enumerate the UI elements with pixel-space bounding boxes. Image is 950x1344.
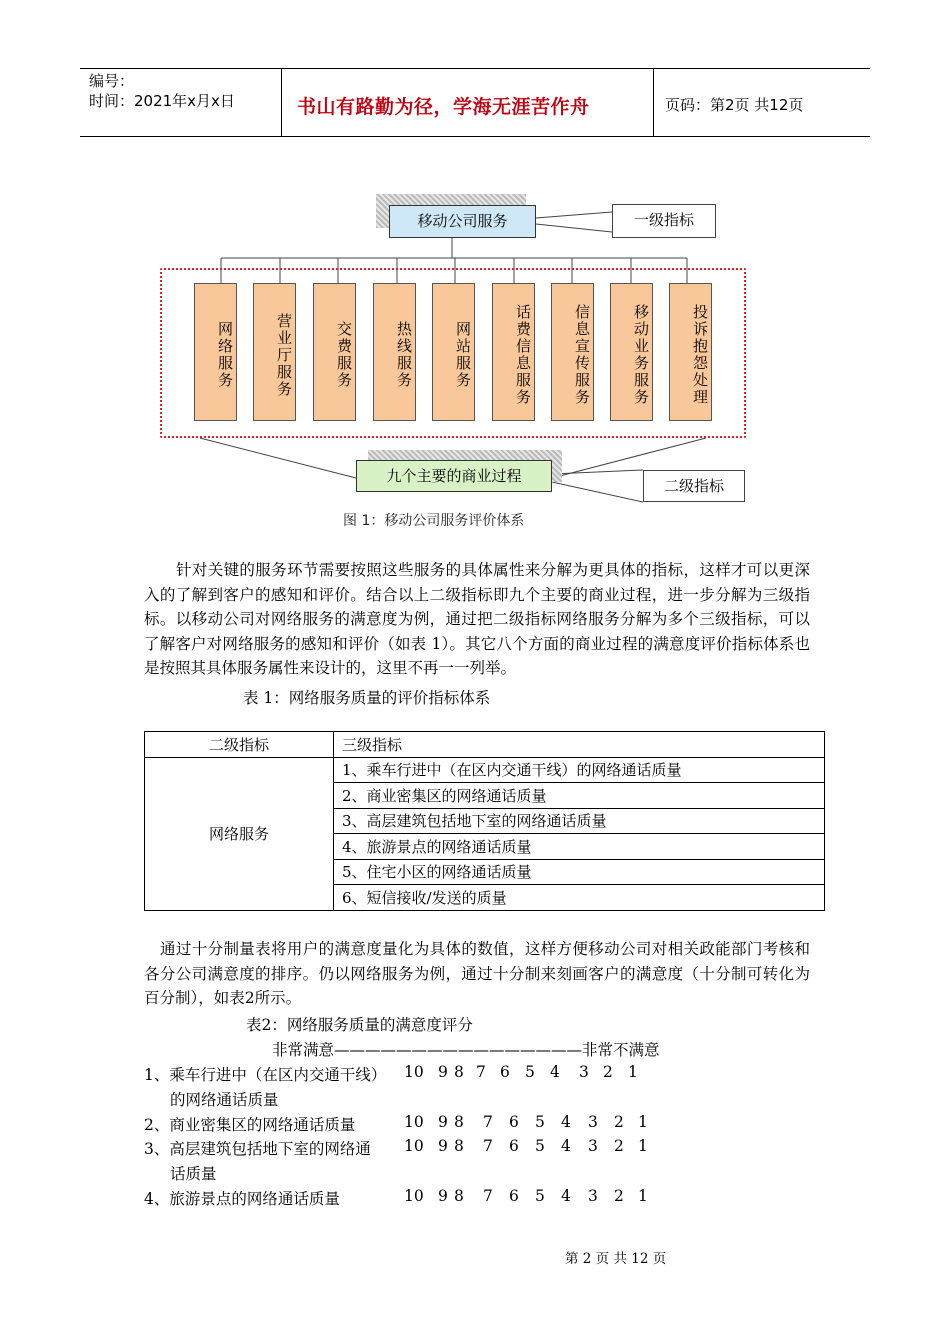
- score-value: 10: [404, 1063, 424, 1081]
- score-value: 4: [561, 1137, 571, 1155]
- table-row: [145, 732, 825, 758]
- paragraph: [144, 937, 810, 1011]
- figure-caption: 图 1：移动公司服务评价体系: [343, 513, 525, 529]
- table-cell: 1、乘车行进中（在区内交通干线）的网络通话质量: [334, 757, 825, 783]
- score-value: 1: [628, 1063, 638, 1081]
- table-group-cell: 网络服务: [145, 757, 334, 910]
- score-value: 2: [614, 1137, 624, 1155]
- score-value: 8: [454, 1063, 464, 1081]
- score-value: 6: [509, 1137, 519, 1155]
- table1: [144, 731, 825, 911]
- score-value: 5: [525, 1063, 535, 1081]
- score-value: 9: [438, 1187, 448, 1205]
- item-box: 投诉抱怨处理: [669, 283, 712, 421]
- table-cell: 2、商业密集区的网络通话质量: [334, 783, 825, 809]
- header-motto: 书山有路勤为径，学海无涯苦作舟: [297, 96, 590, 118]
- level2-label: 二级指标: [643, 470, 745, 502]
- score-value: 3: [588, 1113, 598, 1131]
- score-value: 7: [483, 1187, 493, 1205]
- table-header: 二级指标: [145, 732, 334, 758]
- score-value: 10: [404, 1187, 424, 1205]
- score-value: 3: [579, 1063, 589, 1081]
- score-value: 7: [476, 1063, 486, 1081]
- score-value: 6: [509, 1113, 519, 1131]
- table-cell: 3、高层建筑包括地下室的网络通话质量: [334, 808, 825, 834]
- score-value: 6: [509, 1187, 519, 1205]
- score-item-line: 的网络通话质量: [170, 1091, 279, 1109]
- score-value: 8: [454, 1137, 464, 1155]
- table-cell: 4、旅游景点的网络通话质量: [334, 834, 825, 860]
- score-value: 9: [438, 1063, 448, 1081]
- table1-title: 表 1：网络服务质量的评价指标体系: [243, 689, 491, 707]
- score-value: 4: [561, 1113, 571, 1131]
- paragraph-text: 针对关键的服务环节需要按照这些服务的具体属性来分解为更具体的指标，这样才可以更深入的了解到客户的感知和评价。结合以上二级指标即九个主要的商业过程，进一步分解为三级指标。以移动公司对网络服务的满意度为例，通过把二级指标网络服务分解为多个三级指标，可以了解客户对网络服务的感知和评价（如表 1）。其它八个方面的商业过程的满意度评价指标体系也是按照其具体服务属性来设计的，这里不再一一列举。: [144, 561, 810, 677]
- item-box: 营业厅服务: [253, 283, 296, 421]
- table-row: [145, 757, 825, 783]
- score-value: 5: [535, 1137, 545, 1155]
- score-value: 2: [614, 1187, 624, 1205]
- score-value: 3: [588, 1187, 598, 1205]
- score-value: 10: [404, 1113, 424, 1131]
- score-value: 2: [603, 1063, 613, 1081]
- score-value: 8: [454, 1113, 464, 1131]
- item-box: 网站服务: [432, 283, 475, 421]
- score-value: 9: [438, 1113, 448, 1131]
- score-value: 6: [500, 1063, 510, 1081]
- item-box: 信息宣传服务: [551, 283, 594, 421]
- score-value: 9: [438, 1137, 448, 1155]
- scale-label: 非常满意————————————————非常不满意: [272, 1041, 660, 1059]
- score-value: 10: [404, 1137, 424, 1155]
- score-value: 4: [550, 1063, 560, 1081]
- item-box: 交费服务: [313, 283, 356, 421]
- score-value: 1: [638, 1113, 648, 1131]
- header-number: 编号：: [89, 72, 135, 90]
- paragraph: [144, 558, 810, 681]
- level1-label: 一级指标: [612, 204, 716, 238]
- item-box: 热线服务: [373, 283, 416, 421]
- top-box: 移动公司服务: [389, 205, 536, 238]
- page-footer: 第 2 页 共 12 页: [565, 1251, 667, 1267]
- table-cell: 5、住宅小区的网络通话质量: [334, 859, 825, 885]
- table-cell: 6、短信接收/发送的质量: [334, 885, 825, 911]
- score-item-line: 话质量: [170, 1165, 217, 1183]
- paragraph-text: 通过十分制量表将用户的满意度量化为具体的数值，这样方便移动公司对相关政能部门考核和各分公司满意度的排序。仍以网络服务为例，通过十分制来刻画客户的满意度（十分制可转化为百分制），如表2所示。: [144, 940, 810, 1007]
- score-item-line: 1、乘车行进中（在区内交通干线）: [144, 1066, 387, 1084]
- score-value: 4: [561, 1187, 571, 1205]
- score-value: 1: [638, 1137, 648, 1155]
- score-value: 7: [483, 1137, 493, 1155]
- item-box: 话费信息服务: [492, 283, 535, 421]
- item-box: 移动业务服务: [610, 283, 653, 421]
- score-item-line: 2、商业密集区的网络通话质量: [144, 1116, 356, 1134]
- score-value: 8: [454, 1187, 464, 1205]
- score-value: 5: [535, 1113, 545, 1131]
- header-page: 页码：第2页 共12页: [665, 96, 804, 114]
- score-value: 5: [535, 1187, 545, 1205]
- item-box: 网络服务: [194, 283, 237, 421]
- bottom-box: 九个主要的商业过程: [356, 460, 552, 492]
- score-value: 2: [614, 1113, 624, 1131]
- table-header: 三级指标: [334, 732, 825, 758]
- score-value: 3: [588, 1137, 598, 1155]
- score-value: 1: [638, 1187, 648, 1205]
- table2-title: 表2：网络服务质量的满意度评分: [246, 1016, 473, 1034]
- header-time: 时间：2021年x月x日: [89, 92, 235, 110]
- score-value: 7: [483, 1113, 493, 1131]
- score-item-line: 3、高层建筑包括地下室的网络通: [144, 1140, 371, 1158]
- score-item-line: 4、旅游景点的网络通话质量: [144, 1190, 340, 1208]
